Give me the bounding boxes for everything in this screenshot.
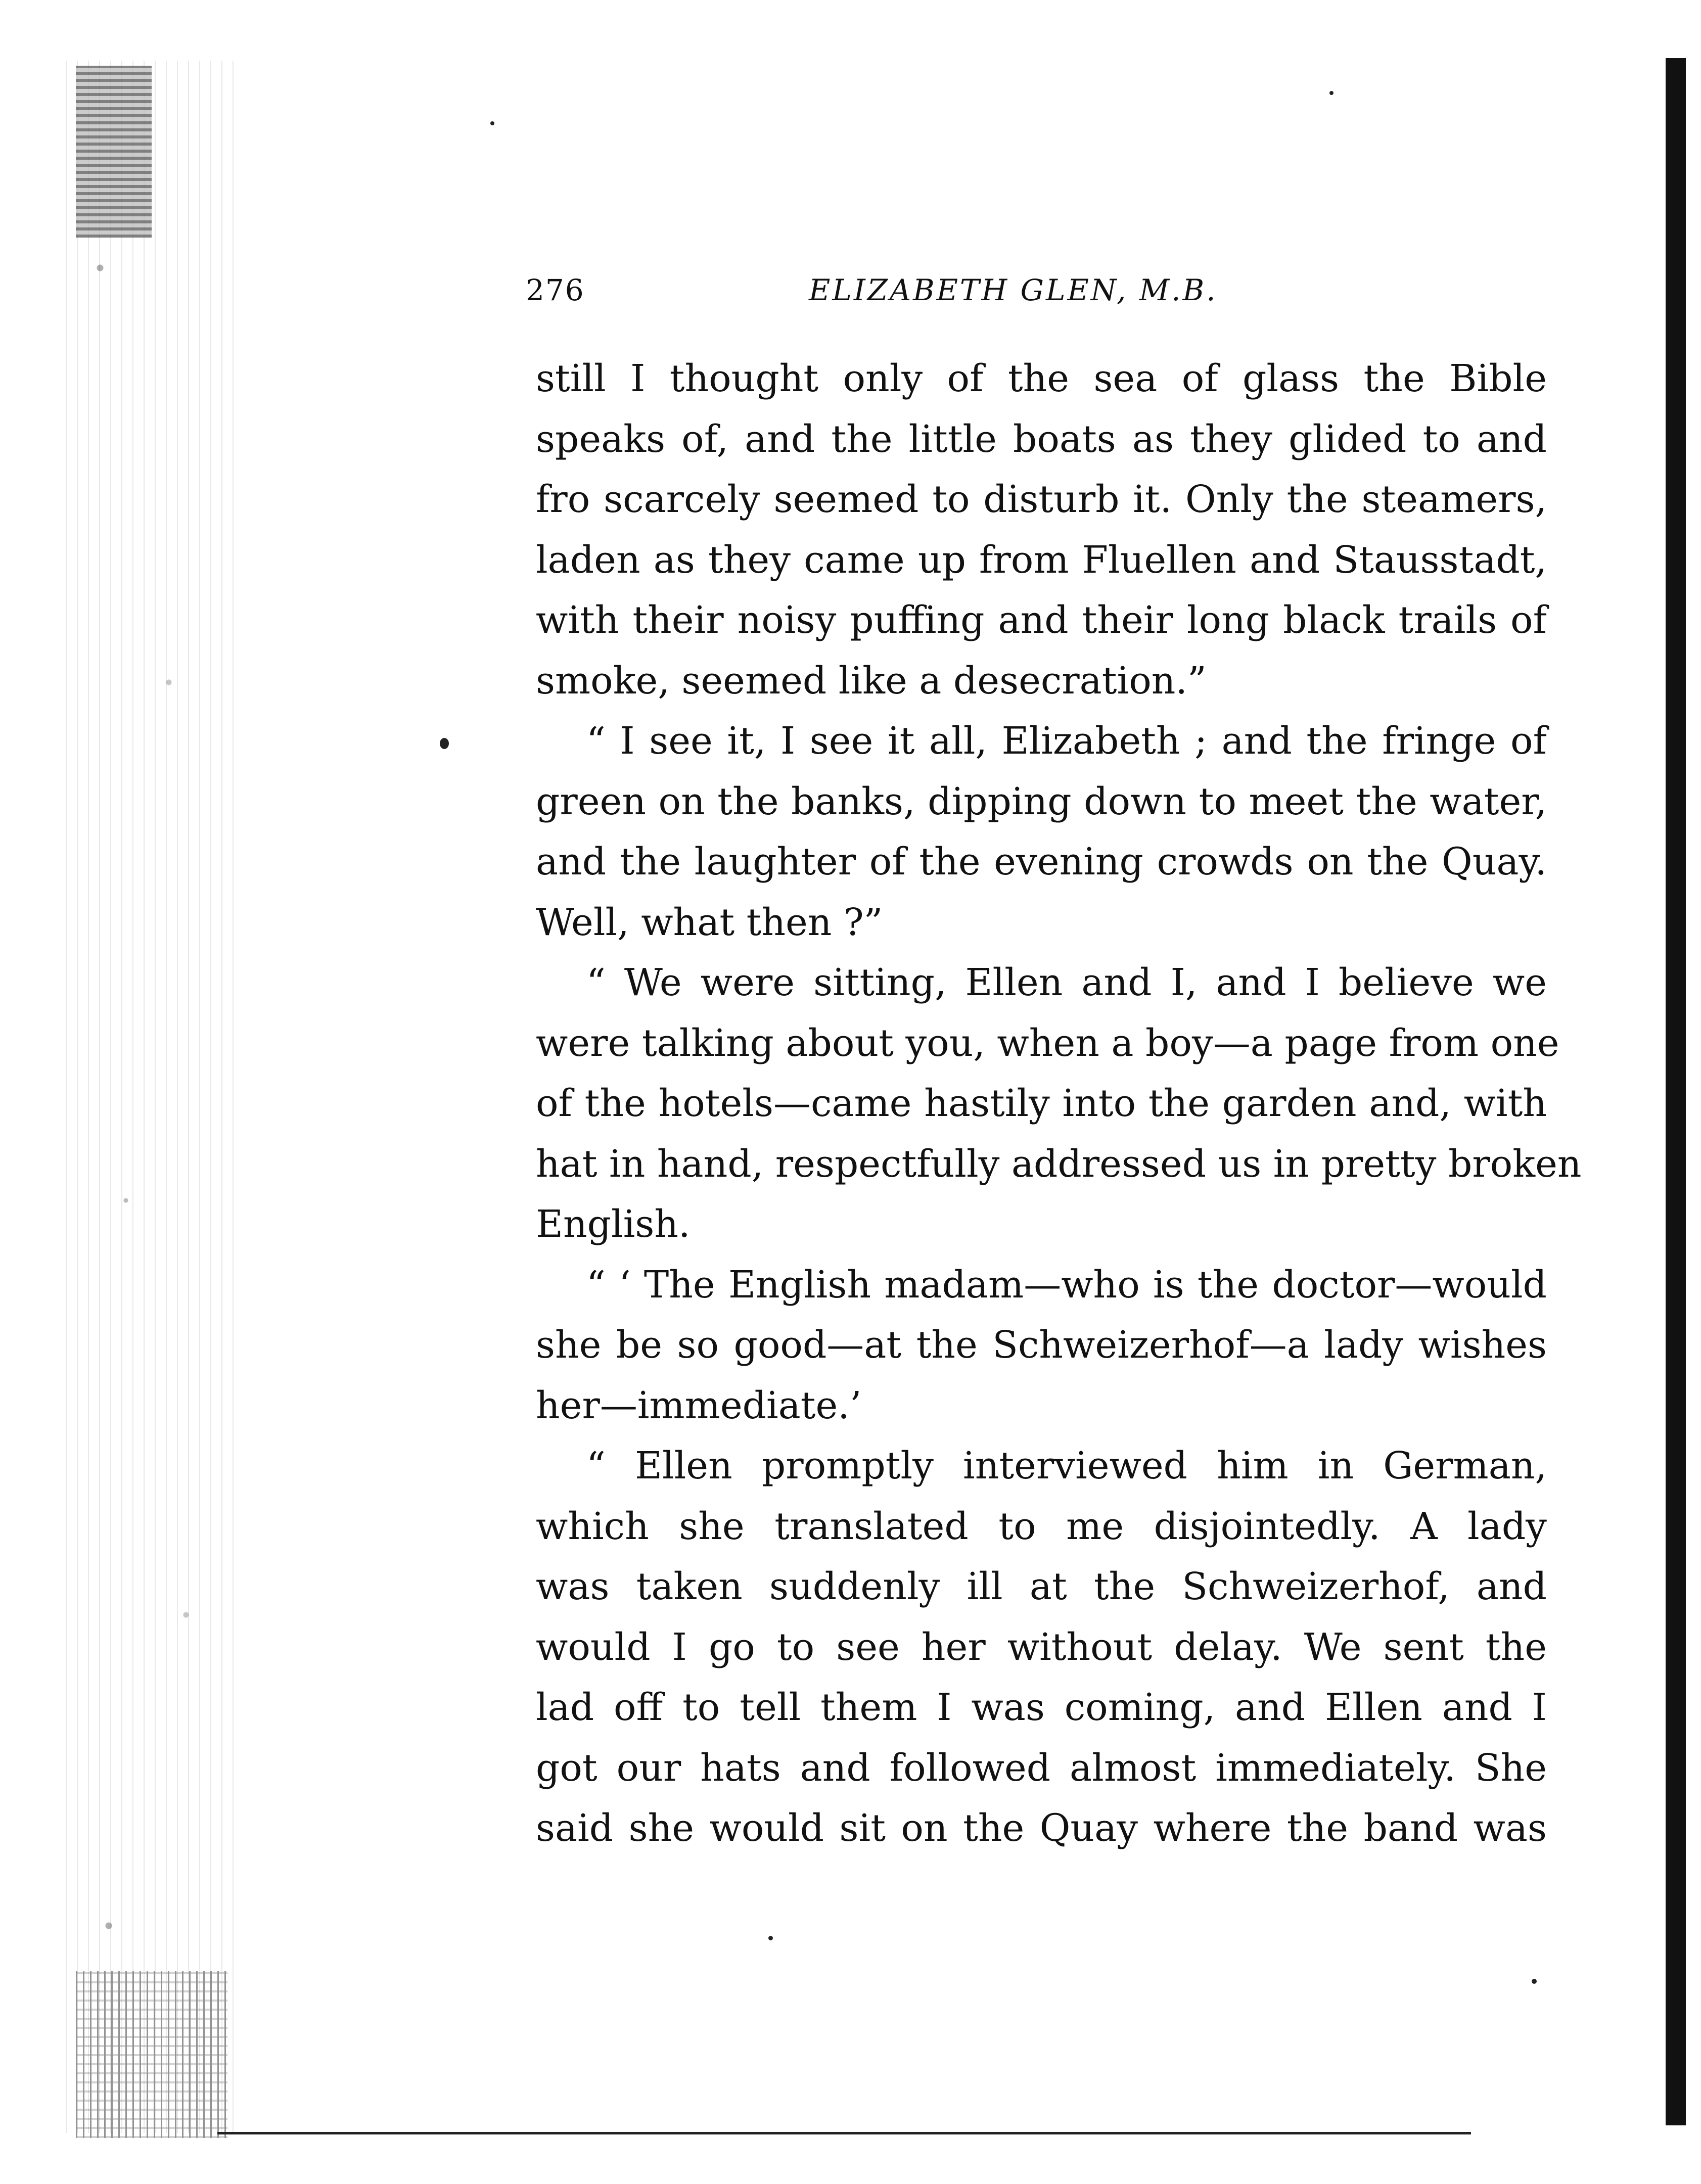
page-header (526, 273, 1562, 313)
text-line: speaks of, and the little boats as they glided to and (536, 417, 1547, 461)
page-edge-shadow (1666, 58, 1686, 2125)
binding-gutter-bottom-mark (76, 1971, 227, 2138)
text-line: “ I see it, I see it all, Elizabeth ; and the fringe of (586, 719, 1547, 763)
text-line: hat in hand, respectfully addressed us in pretty broken (536, 1142, 1582, 1186)
page-number: 276 (526, 273, 585, 307)
text-line: Well, what then ?” (536, 900, 883, 944)
text-line: “ We were sitting, Ellen and I, and I believe we (586, 961, 1547, 1004)
text-line: her—immediate.’ (536, 1383, 862, 1427)
text-line: and the laughter of the evening crowds on the Quay. (536, 840, 1547, 884)
text-line: fro scarcely seemed to disturb it. Only the steamers, (536, 478, 1547, 521)
print-speck (768, 1936, 773, 1940)
text-line: smoke, seemed like a desecration.” (536, 659, 1207, 703)
print-speck (440, 738, 449, 749)
text-line: “ Ellen promptly interviewed him in German, (586, 1444, 1547, 1488)
text-line: laden as they came up from Fluellen and Stausstadt, (536, 538, 1547, 582)
print-speck (1329, 91, 1334, 95)
bottom-edge-rule (217, 2132, 1471, 2134)
text-line: were talking about you, when a boy—a page from one (536, 1021, 1559, 1065)
text-line: would I go to see her without delay. We sent the (536, 1625, 1547, 1669)
text-line: “ ‘ The English madam—who is the doctor—would (586, 1263, 1547, 1307)
text-line: still I thought only of the sea of glass the Bible (536, 357, 1547, 400)
text-line: got our hats and followed almost immediately. She (536, 1746, 1547, 1790)
binding-gutter-top-mark (76, 66, 152, 238)
text-line: English. (536, 1202, 691, 1246)
binding-gutter (66, 61, 238, 2133)
text-line: lad off to tell them I was coming, and Ellen and I (536, 1686, 1547, 1729)
text-line: she be so good—at the Schweizerhof—a lady wishes (536, 1323, 1547, 1367)
text-line: green on the banks, dipping down to meet the water, (536, 779, 1547, 823)
text-line: was taken suddenly ill at the Schweizerhof, and (536, 1565, 1547, 1608)
body-text (536, 349, 1582, 1859)
text-line: of the hotels—came hastily into the garden and, with (536, 1082, 1547, 1125)
text-line: with their noisy puffing and their long black trails of (536, 598, 1547, 642)
print-speck (490, 121, 494, 125)
print-speck (1532, 1979, 1537, 1984)
running-head: ELIZABETH GLEN, M.B. (809, 273, 1218, 307)
text-line: said she would sit on the Quay where the band was (536, 1806, 1547, 1850)
text-line: which she translated to me disjointedly. A lady (536, 1504, 1547, 1548)
